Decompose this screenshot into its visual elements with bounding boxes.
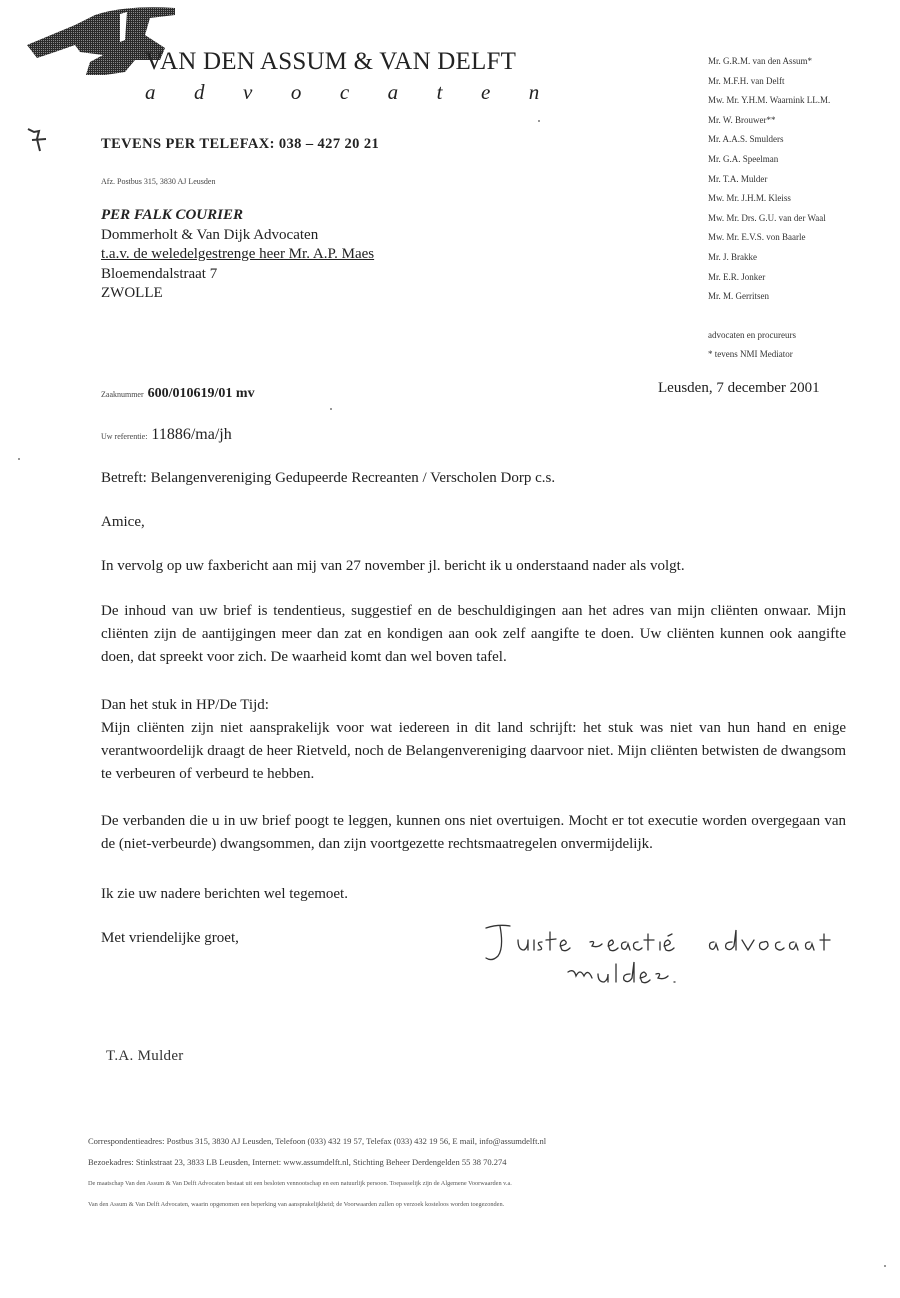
signer-name: T.A. Mulder [106,1048,184,1064]
partners-note: advocaten en procureurs [708,329,796,340]
paragraph-3: Mijn cliënten zijn niet aansprakelijk voor wat iedereen in dit land schrijft: het stuk was niet van hun hand en enige verantwoordelijk draagt de heer Rietveld, noch de Belangenvereniging daarvoor niet. Mijn cliënten betwisten de dwangsom te verbeuren of verbeurd te hebben. [101,720,846,782]
recipient-company: Dommerholt & Van Dijk Advocaten [101,226,319,243]
partner-name: Mr. J. Brakke [708,251,757,262]
partner-name: Mr. M.F.H. van Delft [708,75,785,86]
your-reference [101,426,232,444]
partner-name: Mw. Mr. Y.H.M. Waarnink LL.M. [708,95,831,106]
case-number-label: Zaaknummer [101,390,144,399]
handwritten-note [478,918,858,998]
partner-list [708,52,830,365]
scan-speck [330,408,332,410]
recipient-city: ZWOLLE [101,285,163,301]
scan-speck [538,120,540,122]
partner-name: Mr. G.A. Speelman [708,153,779,164]
recipient-street: Bloemendalstraat 7 [101,265,218,282]
paragraph-3-heading: Dan het stuk in HP/De Tijd: [101,697,269,713]
paragraph-5: Ik zie uw nadere berichten wel tegemoet. [101,886,348,902]
partner-name: Mr. T.A. Mulder [708,173,768,184]
your-reference-label: Uw referentie: [101,432,148,441]
firm-name: VAN DEN ASSUM & VAN DELFT [145,48,517,75]
handwritten-seven-mark [26,125,52,153]
partner-name: Mw. Mr. Drs. G.U. van der Waal [708,212,826,223]
paragraph-1: In vervolg op uw faxbericht aan mij van 27 november jl. bericht ik u onderstaand nader als volgt. [101,558,685,574]
subject-line: Betreft: Belangenvereniging Gedupeerde Recreanten / Verscholen Dorp c.s. [101,470,556,486]
footer-disclaimer-line-2: Van den Assum & Van Delft Advocaten, waarin opgenomen een beperking van aansprakelijkheid; de Voorwaarden zullen op verzoek kosteloos worden toegezonden. [88,1201,505,1208]
partner-name: Mr. A.A.S. Smulders [708,134,784,145]
partners-footnote: * tevens NMI Mediator [708,349,793,360]
partner-name: Mr. E.R. Jonker [708,271,766,282]
footer-disclaimer-line-1: De maatschap Van den Assum & Van Delft Advocaten bestaat uit een besloten vennootschap en een natuurlijk persoon. Toepasselijk zijn de Algemene Voorwaarden v.a. [88,1180,512,1187]
recipient-attention: t.a.v. de weledelgestrenge heer Mr. A.P. Maes [101,246,375,262]
partner-name: Mr. W. Brouwer** [708,114,776,125]
scan-speck [884,1265,886,1267]
partner-name: Mr. M. Gerritsen [708,291,769,302]
firm-subtitle: advocaten [145,80,578,104]
footer-correspondence-address: Correspondentieadres: Postbus 315, 3830 AJ Leusden, Telefoon (033) 432 19 57, Telefax (033) 432 19 56, E mail, info@assumdelft.nl [88,1136,547,1146]
letter-date: Leusden, 7 december 2001 [658,380,820,396]
case-reference [101,384,255,402]
salutation: Amice, [101,514,145,530]
partner-name: Mw. Mr. E.V.S. von Baarle [708,232,806,243]
delivery-method: PER FALK COURIER [101,207,243,223]
sender-address: Afz. Postbus 315, 3830 AJ Leusden [101,177,216,186]
fax-notice: TEVENS PER TELEFAX: 038 – 427 20 21 [101,136,380,152]
case-number: 600/010619/01 mv [147,386,255,401]
spacer [708,307,830,326]
closing: Met vriendelijke groet, [101,930,239,946]
partner-name: Mw. Mr. J.H.M. Kleiss [708,193,791,204]
recipient-address [101,206,374,304]
scan-speck [18,458,20,460]
footer-visiting-address: Bezoekadres: Stinkstraat 23, 3833 LB Leusden, Internet: www.assumdelft.nl, Stichting Beheer Derdengelden 55 38 70.274 [88,1157,507,1167]
paragraph-4: De verbanden die u in uw brief poogt te leggen, kunnen ons niet overtuigen. Mocht er tot executie worden overgegaan van de (niet-verbeurde) dwangsommen, dan zijn voortgezette rechtsmaatregelen onvermijdelijk. [101,813,846,852]
paragraph-2: De inhoud van uw brief is tendentieus, suggestief en de beschuldigingen aan het adres van mijn cliënten onwaar. Mijn cliënten zijn de aantijgingen meer dan zat en kondigen aan ook zelf aangifte te doen. Uw cliënten kunnen ook aangifte doen, dat spreekt voor zich. De waarheid komt dan wel boven tafel. [101,603,846,665]
partner-name: Mr. G.R.M. van den Assum* [708,56,813,66]
your-reference-number: 11886/ma/jh [151,426,232,443]
